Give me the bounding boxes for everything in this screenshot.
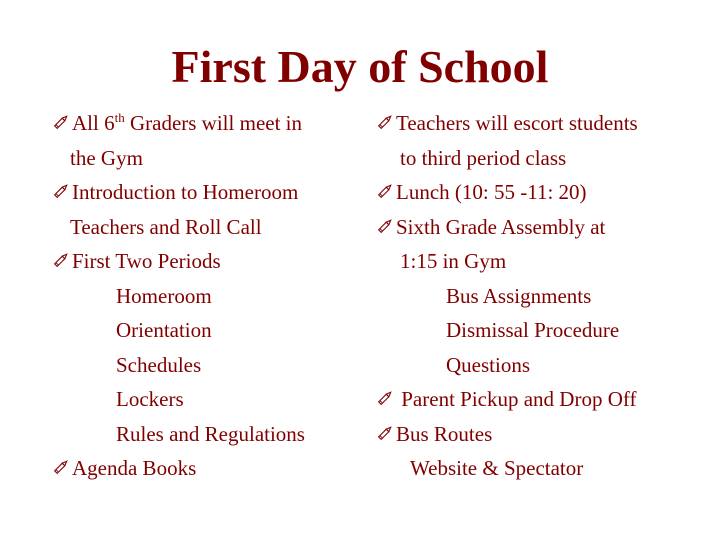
sub-item-text: Homeroom bbox=[116, 283, 212, 308]
continuation-text: to third period class bbox=[400, 145, 567, 170]
page-title: First Day of School bbox=[171, 41, 549, 92]
right-column-line bbox=[376, 313, 716, 348]
right-column-line bbox=[376, 279, 716, 314]
sub-item-text: Rules and Regulations bbox=[116, 421, 305, 446]
left-column bbox=[52, 106, 372, 486]
continuation-text: Website & Spectator bbox=[410, 456, 584, 480]
pencil-icon bbox=[376, 389, 394, 407]
right-column-line bbox=[376, 210, 716, 245]
sub-item-text: Dismissal Procedure bbox=[446, 318, 620, 342]
left-column-line bbox=[52, 279, 372, 314]
right-column-line bbox=[376, 175, 716, 210]
bullet-text: Agenda Books bbox=[72, 456, 197, 480]
pencil-icon bbox=[52, 113, 70, 131]
continuation-text: Teachers and Roll Call bbox=[70, 214, 262, 239]
right-column-line bbox=[376, 141, 716, 176]
left-column-line bbox=[52, 451, 372, 486]
pencil-icon bbox=[376, 113, 394, 131]
left-column-line bbox=[52, 175, 372, 210]
bullet-text: First Two Periods bbox=[72, 249, 221, 273]
sub-item-text: Schedules bbox=[116, 352, 202, 377]
sub-item-text: Lockers bbox=[116, 387, 184, 411]
pencil-icon bbox=[376, 424, 394, 442]
left-column-line bbox=[52, 382, 372, 417]
right-column bbox=[376, 106, 716, 486]
right-column-line bbox=[376, 106, 716, 141]
pencil-icon bbox=[52, 251, 70, 269]
bullet-text: Bus Routes bbox=[396, 421, 493, 446]
left-column-line bbox=[52, 210, 372, 245]
right-column-line bbox=[376, 244, 716, 279]
continuation-text: 1:15 in Gym bbox=[400, 249, 507, 273]
right-column-line bbox=[376, 417, 716, 452]
left-column-line bbox=[52, 244, 372, 279]
pencil-icon bbox=[376, 182, 394, 200]
left-column-line bbox=[52, 313, 372, 348]
pencil-icon bbox=[376, 217, 394, 235]
left-column-line bbox=[52, 417, 372, 452]
bullet-text: Sixth Grade Assembly at bbox=[396, 214, 606, 239]
sub-item-text: Orientation bbox=[116, 318, 212, 342]
bullet-text: Parent Pickup and Drop Off bbox=[396, 387, 637, 411]
pencil-icon bbox=[52, 182, 70, 200]
bullet-text: All 6th Graders will meet in bbox=[72, 110, 302, 135]
bullet-text: Teachers will escort students bbox=[396, 111, 638, 135]
sub-item-text: Questions bbox=[446, 352, 530, 377]
ordinal-suffix: th bbox=[114, 110, 125, 125]
left-column-line bbox=[52, 348, 372, 383]
left-column-line bbox=[52, 141, 372, 176]
right-column-line bbox=[376, 348, 716, 383]
pencil-icon bbox=[52, 458, 70, 476]
bullet-text: Introduction to Homeroom bbox=[72, 180, 299, 204]
right-column-line bbox=[376, 382, 716, 417]
left-column-line bbox=[52, 106, 372, 141]
sub-item-text: Bus Assignments bbox=[446, 283, 592, 308]
bullet-text: Lunch (10: 55 -11: 20) bbox=[396, 180, 587, 204]
right-column-line bbox=[376, 451, 716, 486]
continuation-text: the Gym bbox=[70, 145, 143, 170]
